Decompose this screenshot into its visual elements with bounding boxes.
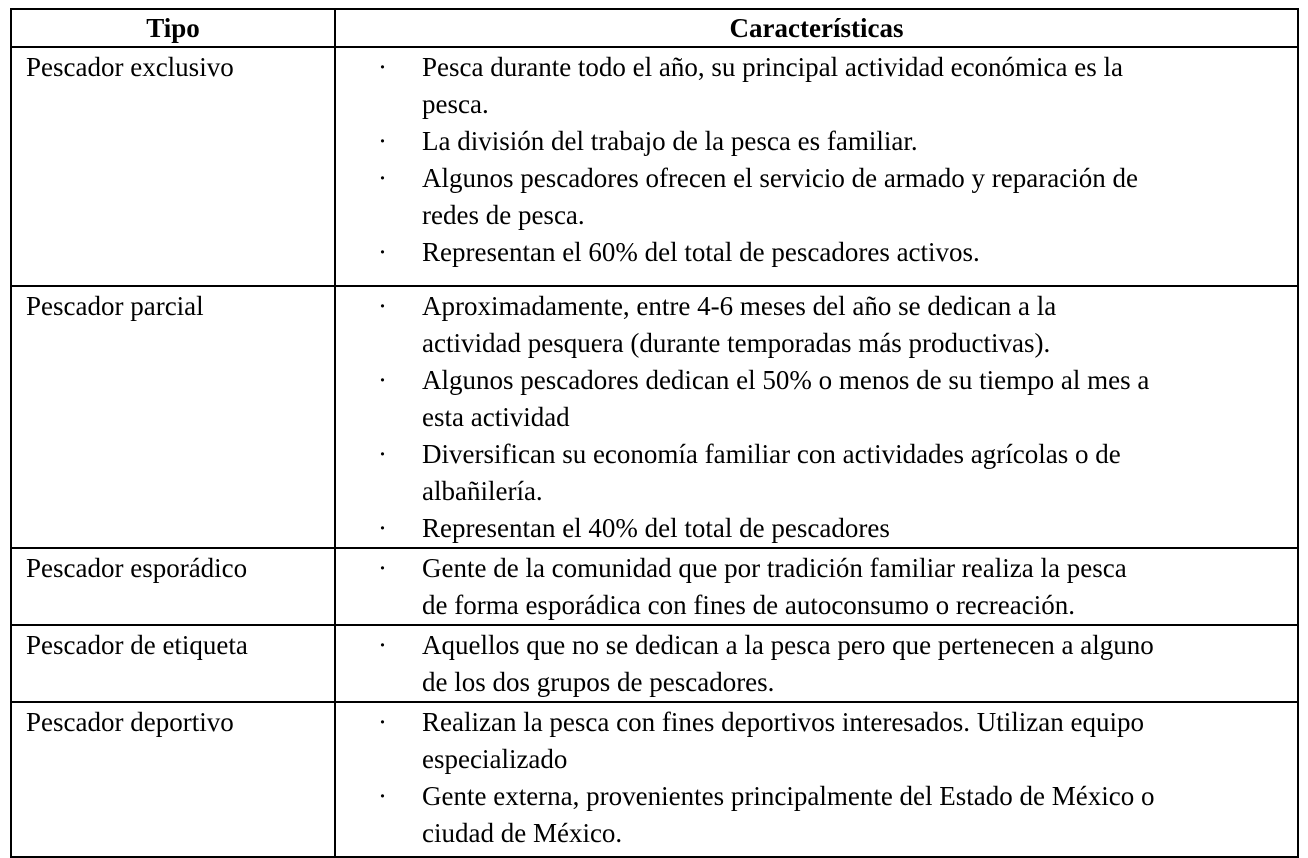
list-item — [336, 550, 1297, 624]
bullet-icon: · — [378, 513, 387, 543]
fisher-types-table — [10, 8, 1299, 858]
type-cell: Pescador esporádico — [11, 548, 335, 625]
item-text: Aquellos que no se dedican a la pesca pero que pertenecen a alguno de los dos grupos de pescadores. — [422, 630, 1154, 697]
item-text: Representan el 60% del total de pescadores activos. — [422, 237, 980, 267]
list-item — [336, 49, 1297, 123]
bullet-icon: · — [378, 52, 387, 82]
table-row — [11, 548, 1298, 625]
header-caracteristicas: Características — [335, 9, 1298, 47]
bullet-icon: · — [378, 237, 387, 267]
characteristics-cell — [335, 47, 1298, 286]
header-tipo: Tipo — [11, 9, 335, 47]
item-text: Aproximadamente, entre 4-6 meses del año se dedican a la actividad pesquera (durante temporadas más productivas). — [422, 291, 1057, 358]
item-text: La división del trabajo de la pesca es familiar. — [422, 126, 918, 156]
table-row — [11, 702, 1298, 857]
bullet-icon: · — [378, 291, 387, 321]
bullet-icon: · — [378, 439, 387, 469]
header-row — [11, 9, 1298, 47]
item-text: Gente de la comunidad que por tradición familiar realiza la pesca de forma esporádica con fines de autoconsumo o recreación. — [422, 553, 1127, 620]
list-item — [336, 627, 1297, 701]
list-item — [336, 288, 1297, 362]
item-text: Algunos pescadores ofrecen el servicio de armado y reparación de redes de pesca. — [422, 163, 1138, 230]
type-cell: Pescador parcial — [11, 286, 335, 548]
bullet-icon: · — [378, 365, 387, 395]
item-text: Algunos pescadores dedican el 50% o menos de su tiempo al mes a esta actividad — [422, 365, 1150, 432]
item-text: Realizan la pesca con fines deportivos interesados. Utilizan equipo especializado — [422, 707, 1145, 774]
type-cell: Pescador exclusivo — [11, 47, 335, 286]
table-row — [11, 286, 1298, 548]
list-item — [336, 362, 1297, 436]
bullet-icon: · — [378, 707, 387, 737]
item-text: Gente externa, provenientes principalmente del Estado de México o ciudad de México. — [422, 781, 1155, 848]
list-item — [336, 436, 1297, 510]
bullet-icon: · — [378, 781, 387, 811]
list-item — [336, 123, 1297, 160]
bullet-icon: · — [378, 630, 387, 660]
type-cell: Pescador deportivo — [11, 702, 335, 857]
list-item — [336, 778, 1297, 852]
bullet-icon: · — [378, 126, 387, 156]
characteristics-cell — [335, 548, 1298, 625]
item-text: Representan el 40% del total de pescadores — [422, 513, 890, 543]
characteristics-cell — [335, 286, 1298, 548]
characteristics-cell — [335, 702, 1298, 857]
table-row — [11, 47, 1298, 286]
bullet-icon: · — [378, 553, 387, 583]
list-item — [336, 704, 1297, 778]
item-text: Diversifican su economía familiar con actividades agrícolas o de albañilería. — [422, 439, 1121, 506]
characteristics-cell — [335, 625, 1298, 702]
list-item — [336, 510, 1297, 547]
list-item — [336, 160, 1297, 234]
bullet-icon: · — [378, 163, 387, 193]
table-row — [11, 625, 1298, 702]
list-item — [336, 234, 1297, 271]
item-text: Pesca durante todo el año, su principal actividad económica es la pesca. — [422, 52, 1123, 119]
type-cell: Pescador de etiqueta — [11, 625, 335, 702]
